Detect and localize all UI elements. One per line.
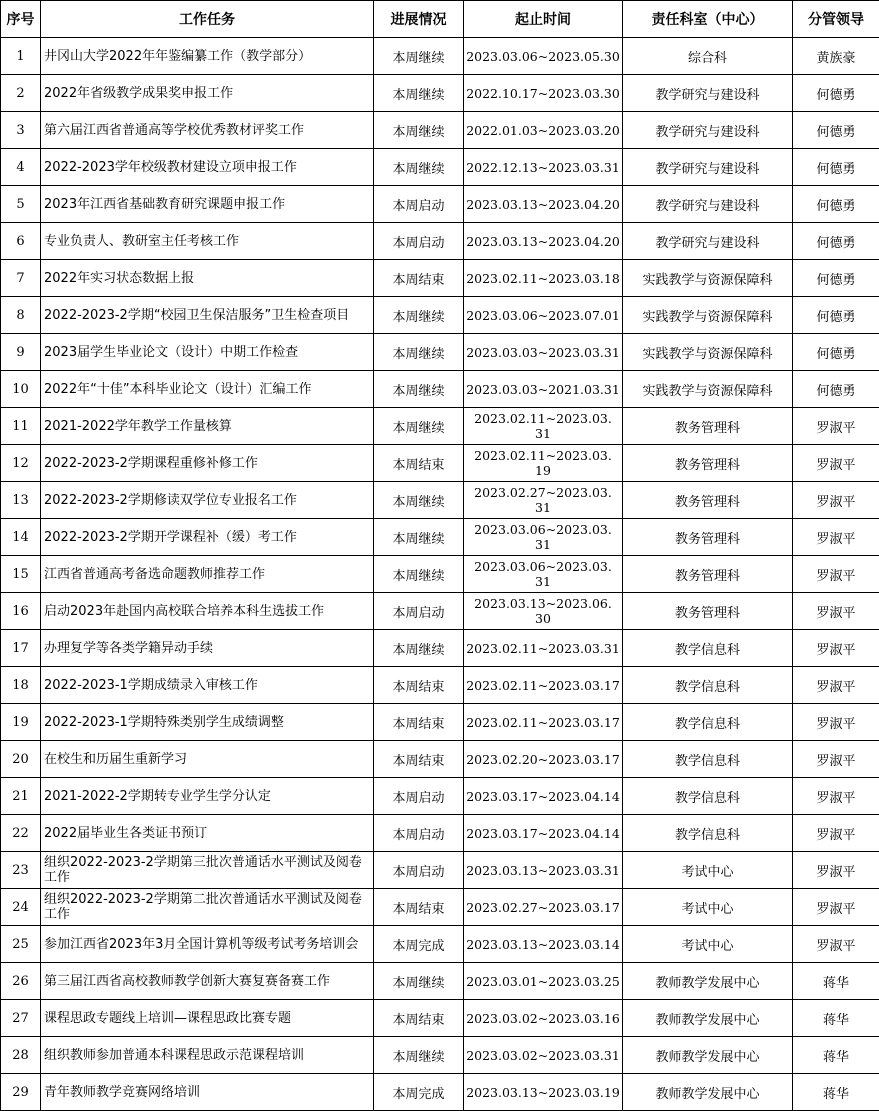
cell-period: 2023.02.11~2023.03.17: [464, 667, 623, 704]
table-row: [1, 408, 879, 445]
cell-period: 2023.03.03~2021.03.31: [464, 371, 623, 408]
cell-leader: 罗淑平: [793, 408, 879, 445]
cell-task: 2022-2023-2学期开学课程补（缓）考工作: [41, 519, 374, 556]
cell-no: 24: [1, 889, 41, 926]
cell-office: 教务管理科: [623, 482, 793, 519]
cell-status: 本周继续: [374, 38, 464, 75]
cell-period: 2023.03.17~2023.04.14: [464, 778, 623, 815]
cell-office: 教务管理科: [623, 408, 793, 445]
cell-no: 29: [1, 1074, 41, 1111]
cell-no: 9: [1, 334, 41, 371]
cell-no: 17: [1, 630, 41, 667]
cell-office: 教师教学发展中心: [623, 1000, 793, 1037]
cell-office: 教学信息科: [623, 815, 793, 852]
cell-office: 教学信息科: [623, 667, 793, 704]
cell-office: 教学信息科: [623, 741, 793, 778]
cell-period: 2023.02.27~2023.03. 31: [464, 482, 623, 519]
cell-office: 教学研究与建设科: [623, 223, 793, 260]
header-row: [1, 1, 879, 38]
table-row: [1, 889, 879, 926]
table-row: [1, 852, 879, 889]
cell-task: 2022-2023-2学期修读双学位专业报名工作: [41, 482, 374, 519]
cell-office: 考试中心: [623, 852, 793, 889]
cell-office: 教师教学发展中心: [623, 1037, 793, 1074]
cell-status: 本周继续: [374, 630, 464, 667]
cell-period: 2023.03.13~2023.03.19: [464, 1074, 623, 1111]
cell-leader: 何德勇: [793, 75, 879, 112]
cell-task: 2022届毕业生各类证书预订: [41, 815, 374, 852]
cell-status: 本周继续: [374, 1037, 464, 1074]
cell-period: 2023.02.11~2023.03.17: [464, 704, 623, 741]
cell-task: 办理复学等各类学籍异动手续: [41, 630, 374, 667]
table-row: [1, 963, 879, 1000]
cell-task: 江西省普通高考备选命题教师推荐工作: [41, 556, 374, 593]
cell-office: 教务管理科: [623, 445, 793, 482]
cell-task: 参加江西省2023年3月全国计算机等级考试考务培训会: [41, 926, 374, 963]
cell-period: 2023.03.13~2023.06. 30: [464, 593, 623, 630]
cell-leader: 罗淑平: [793, 926, 879, 963]
table-row: [1, 556, 879, 593]
cell-office: 教学研究与建设科: [623, 186, 793, 223]
table-row: [1, 112, 879, 149]
cell-no: 10: [1, 371, 41, 408]
cell-office: 教务管理科: [623, 519, 793, 556]
cell-task: 2022-2023-2学期课程重修补修工作: [41, 445, 374, 482]
cell-leader: 罗淑平: [793, 519, 879, 556]
cell-leader: 何德勇: [793, 297, 879, 334]
table-row: [1, 38, 879, 75]
table-row: [1, 630, 879, 667]
cell-office: 教师教学发展中心: [623, 963, 793, 1000]
cell-task: 井冈山大学2022年年鉴编纂工作（教学部分）: [41, 38, 374, 75]
cell-no: 4: [1, 149, 41, 186]
table-row: [1, 371, 879, 408]
cell-task: 第六届江西省普通高等学校优秀教材评奖工作: [41, 112, 374, 149]
cell-status: 本周结束: [374, 1000, 464, 1037]
cell-leader: 何德勇: [793, 223, 879, 260]
cell-task: 组织教师参加普通本科课程思政示范课程培训: [41, 1037, 374, 1074]
cell-office: 教师教学发展中心: [623, 1074, 793, 1111]
cell-no: 7: [1, 260, 41, 297]
cell-period: 2023.03.02~2023.03.31: [464, 1037, 623, 1074]
cell-task: 青年教师教学竞赛网络培训: [41, 1074, 374, 1111]
table-row: [1, 223, 879, 260]
cell-leader: 何德勇: [793, 260, 879, 297]
cell-leader: 罗淑平: [793, 852, 879, 889]
cell-task: 课程思政专题线上培训—课程思政比赛专题: [41, 1000, 374, 1037]
table-row: [1, 741, 879, 778]
cell-status: 本周继续: [374, 482, 464, 519]
cell-leader: 何德勇: [793, 371, 879, 408]
cell-office: 教学研究与建设科: [623, 112, 793, 149]
cell-office: 实践教学与资源保障科: [623, 371, 793, 408]
cell-task: 组织2022-2023-2学期第二批次普通话水平测试及阅卷工作: [41, 889, 374, 926]
cell-status: 本周启动: [374, 593, 464, 630]
cell-status: 本周继续: [374, 75, 464, 112]
cell-status: 本周启动: [374, 778, 464, 815]
cell-leader: 罗淑平: [793, 815, 879, 852]
table-row: [1, 815, 879, 852]
cell-task: 在校生和历届生重新学习: [41, 741, 374, 778]
cell-leader: 何德勇: [793, 334, 879, 371]
cell-status: 本周继续: [374, 371, 464, 408]
cell-status: 本周完成: [374, 1074, 464, 1111]
cell-status: 本周启动: [374, 223, 464, 260]
cell-period: 2023.03.01~2023.03.25: [464, 963, 623, 1000]
cell-no: 2: [1, 75, 41, 112]
table-row: [1, 334, 879, 371]
cell-task: 第三届江西省高校教师教学创新大赛复赛备赛工作: [41, 963, 374, 1000]
cell-status: 本周继续: [374, 408, 464, 445]
cell-leader: 蒋华: [793, 1037, 879, 1074]
cell-office: 教学研究与建设科: [623, 149, 793, 186]
cell-leader: 罗淑平: [793, 445, 879, 482]
cell-period: 2023.03.06~2023.03. 31: [464, 556, 623, 593]
cell-task: 2022年省级教学成果奖申报工作: [41, 75, 374, 112]
cell-period: 2023.02.20~2023.03.17: [464, 741, 623, 778]
table-body: [1, 38, 879, 1111]
cell-status: 本周启动: [374, 815, 464, 852]
table-row: [1, 1037, 879, 1074]
cell-leader: 何德勇: [793, 149, 879, 186]
cell-no: 3: [1, 112, 41, 149]
cell-no: 16: [1, 593, 41, 630]
cell-task: 2022年实习状态数据上报: [41, 260, 374, 297]
table-row: [1, 149, 879, 186]
cell-office: 教学信息科: [623, 778, 793, 815]
cell-period: 2023.03.03~2023.03.31: [464, 334, 623, 371]
cell-status: 本周继续: [374, 112, 464, 149]
cell-no: 13: [1, 482, 41, 519]
cell-status: 本周继续: [374, 334, 464, 371]
cell-period: 2023.02.11~2023.03. 31: [464, 408, 623, 445]
table-row: [1, 519, 879, 556]
cell-task: 专业负责人、教研室主任考核工作: [41, 223, 374, 260]
table-row: [1, 778, 879, 815]
header-status: 进展情况: [374, 1, 464, 38]
cell-leader: 黄族豪: [793, 38, 879, 75]
header-office: 责任科室（中心）: [623, 1, 793, 38]
table-row: [1, 186, 879, 223]
cell-status: 本周启动: [374, 852, 464, 889]
cell-leader: 蒋华: [793, 963, 879, 1000]
cell-period: 2022.01.03~2023.03.20: [464, 112, 623, 149]
cell-period: 2023.03.06~2023.07.01: [464, 297, 623, 334]
cell-period: 2023.02.27~2023.03.17: [464, 889, 623, 926]
cell-no: 21: [1, 778, 41, 815]
table-row: [1, 297, 879, 334]
table-header: [1, 1, 879, 38]
cell-leader: 何德勇: [793, 186, 879, 223]
table-row: [1, 75, 879, 112]
cell-status: 本周继续: [374, 556, 464, 593]
header-no: 序号: [1, 1, 41, 38]
cell-leader: 蒋华: [793, 1074, 879, 1111]
cell-office: 教学信息科: [623, 704, 793, 741]
cell-task: 2023届学生毕业论文（设计）中期工作检查: [41, 334, 374, 371]
cell-leader: 罗淑平: [793, 889, 879, 926]
cell-no: 5: [1, 186, 41, 223]
cell-no: 28: [1, 1037, 41, 1074]
table-row: [1, 667, 879, 704]
cell-period: 2023.03.13~2023.03.14: [464, 926, 623, 963]
cell-leader: 罗淑平: [793, 482, 879, 519]
cell-office: 实践教学与资源保障科: [623, 260, 793, 297]
table-row: [1, 1000, 879, 1037]
table-row: [1, 445, 879, 482]
cell-task: 2022-2023-2学期“校园卫生保洁服务”卫生检查项目: [41, 297, 374, 334]
cell-task: 组织2022-2023-2学期第三批次普通话水平测试及阅卷工作: [41, 852, 374, 889]
table-row: [1, 482, 879, 519]
cell-task: 2022-2023-1学期特殊类别学生成绩调整: [41, 704, 374, 741]
cell-period: 2023.03.13~2023.03.31: [464, 852, 623, 889]
cell-no: 27: [1, 1000, 41, 1037]
cell-office: 教务管理科: [623, 556, 793, 593]
cell-no: 18: [1, 667, 41, 704]
table-row: [1, 704, 879, 741]
cell-no: 25: [1, 926, 41, 963]
cell-status: 本周继续: [374, 963, 464, 1000]
cell-period: 2023.03.17~2023.04.14: [464, 815, 623, 852]
cell-leader: 罗淑平: [793, 667, 879, 704]
cell-no: 11: [1, 408, 41, 445]
cell-leader: 蒋华: [793, 1000, 879, 1037]
cell-status: 本周结束: [374, 704, 464, 741]
cell-period: 2023.03.06~2023.03. 31: [464, 519, 623, 556]
header-period: 起止时间: [464, 1, 623, 38]
header-leader: 分管领导: [793, 1, 879, 38]
cell-no: 14: [1, 519, 41, 556]
table-row: [1, 926, 879, 963]
cell-task: 2022年“十佳”本科毕业论文（设计）汇编工作: [41, 371, 374, 408]
cell-status: 本周继续: [374, 297, 464, 334]
cell-task: 2022-2023学年校级教材建设立项申报工作: [41, 149, 374, 186]
cell-leader: 罗淑平: [793, 704, 879, 741]
cell-period: 2023.03.06~2023.05.30: [464, 38, 623, 75]
cell-leader: 何德勇: [793, 112, 879, 149]
cell-period: 2023.03.13~2023.04.20: [464, 186, 623, 223]
cell-status: 本周结束: [374, 445, 464, 482]
cell-task: 启动2023年赴国内高校联合培养本科生选拔工作: [41, 593, 374, 630]
cell-office: 考试中心: [623, 889, 793, 926]
cell-office: 实践教学与资源保障科: [623, 297, 793, 334]
cell-no: 12: [1, 445, 41, 482]
cell-office: 教务管理科: [623, 593, 793, 630]
cell-no: 22: [1, 815, 41, 852]
cell-office: 实践教学与资源保障科: [623, 334, 793, 371]
cell-no: 15: [1, 556, 41, 593]
cell-no: 6: [1, 223, 41, 260]
cell-no: 20: [1, 741, 41, 778]
cell-status: 本周继续: [374, 519, 464, 556]
cell-no: 26: [1, 963, 41, 1000]
cell-status: 本周结束: [374, 260, 464, 297]
cell-period: 2023.02.11~2023.03. 19: [464, 445, 623, 482]
cell-period: 2023.03.13~2023.04.20: [464, 223, 623, 260]
cell-status: 本周结束: [374, 741, 464, 778]
table-row: [1, 1074, 879, 1111]
cell-office: 考试中心: [623, 926, 793, 963]
cell-leader: 罗淑平: [793, 778, 879, 815]
cell-status: 本周结束: [374, 889, 464, 926]
cell-office: 教学研究与建设科: [623, 75, 793, 112]
table-row: [1, 593, 879, 630]
cell-status: 本周继续: [374, 149, 464, 186]
cell-leader: 罗淑平: [793, 630, 879, 667]
cell-no: 19: [1, 704, 41, 741]
cell-period: 2023.02.11~2023.03.18: [464, 260, 623, 297]
cell-office: 综合科: [623, 38, 793, 75]
cell-office: 教学信息科: [623, 630, 793, 667]
cell-no: 23: [1, 852, 41, 889]
cell-no: 1: [1, 38, 41, 75]
cell-leader: 罗淑平: [793, 556, 879, 593]
cell-leader: 罗淑平: [793, 593, 879, 630]
cell-task: 2021-2022学年教学工作量核算: [41, 408, 374, 445]
cell-period: 2022.12.13~2023.03.31: [464, 149, 623, 186]
cell-period: 2023.02.11~2023.03.31: [464, 630, 623, 667]
header-task: 工作任务: [41, 1, 374, 38]
cell-status: 本周完成: [374, 926, 464, 963]
cell-task: 2021-2022-2学期转专业学生学分认定: [41, 778, 374, 815]
cell-task: 2023年江西省基础教育研究课题申报工作: [41, 186, 374, 223]
cell-task: 2022-2023-1学期成绩录入审核工作: [41, 667, 374, 704]
cell-no: 8: [1, 297, 41, 334]
cell-status: 本周启动: [374, 186, 464, 223]
table-row: [1, 260, 879, 297]
cell-period: 2022.10.17~2023.03.30: [464, 75, 623, 112]
cell-status: 本周结束: [374, 667, 464, 704]
cell-period: 2023.03.02~2023.03.16: [464, 1000, 623, 1037]
cell-leader: 罗淑平: [793, 741, 879, 778]
